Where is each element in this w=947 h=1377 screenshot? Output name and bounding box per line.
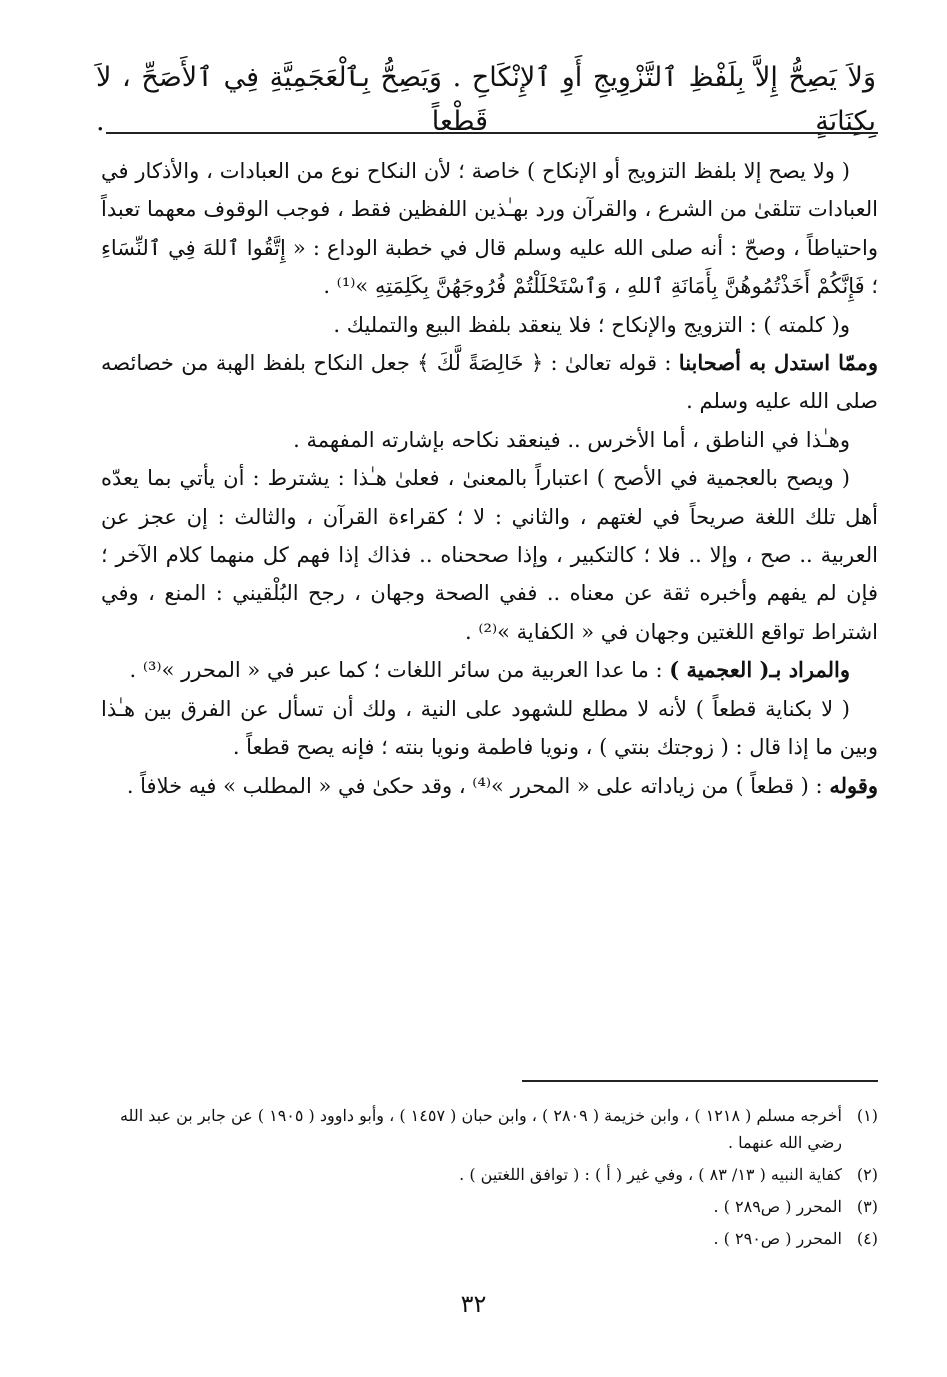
footnote-divider <box>522 1080 878 1082</box>
footnote-2 <box>104 1161 878 1188</box>
matn-text: وَلاَ يَصِحُّ إِلاَّ بِلَفْظِ ٱلتَّزْوِيجِ أَوِ ٱلإِنْكَاحِ . وَيَصِحُّ بِٱلْعَجَمِيَّةِ فِي ٱلأَصَحِّ ، لاَ بِكِنَايَةٍ قَطْعاً . <box>96 62 876 137</box>
commentary-paragraph-3 <box>101 344 878 421</box>
footnote-3-text: المحرر ( ص٢٨٩ ) . <box>713 1197 842 1216</box>
footnote-1-text: أخرجه مسلم ( ١٢١٨ ) ، وابن خزيمة ( ٢٨٠٩ ) ، وابن حبان ( ١٤٥٧ ) ، وأبو داوود ( ١٩٠٥ ) عن جابر بن عبد الله رضي الله عنهما . <box>119 1106 842 1152</box>
paragraph-6-lead: والمراد بـ( العجمية ) <box>669 657 850 683</box>
commentary-paragraph-7 <box>101 690 878 767</box>
paragraph-8-text: : ( قطعاً ) من زياداته على « المحرر »⁽⁴⁾ ، وقد حكىٰ في « المطلب » فيه خلافاً . <box>126 773 830 798</box>
paragraph-2-text: و( كلمته ) : التزويج والإنكاح ؛ فلا ينعقد بلفظ البيع والتمليك . <box>333 312 850 337</box>
footnote-1 <box>104 1102 878 1156</box>
footnote-2-number: (٢) <box>856 1165 878 1184</box>
page-number: ٣٢ <box>460 1290 487 1318</box>
footnote-4-number: (٤) <box>856 1229 878 1248</box>
footnote-4-text: المحرر ( ص٢٩٠ ) . <box>713 1229 842 1248</box>
paragraph-1-text: ( ولا يصح إلا بلفظ التزويج أو الإنكاح ) خاصة ؛ لأن النكاح نوع من العبادات ، والأذكار في العبادات تتلقىٰ من الشرع ، والقرآن ورد بهـٰذين اللفظين فقط ، فوجب الوقوف معهما تعبداً واحتياطاً ، وصحّ : أنه صلى الله عليه وسلم قال في خطبة الوداع : « إِتَّقُوا ٱللهَ فِي ٱلنِّسَاءِ ؛ فَإِنَّكُمْ أَخَذْتُمُوهُنَّ بِأَمَانَةِ ٱللهِ ، وَٱسْتَحْلَلْتُمْ فُرُوجَهُنَّ بِكَلِمَتِهِ »⁽¹⁾ . <box>101 159 878 299</box>
paragraph-3-text: : قوله تعالىٰ : ﴿ خَالِصَةً لَّكَ ﴾ جعل النكاح بلفظ الهبة من خصائصه صلى الله عليه وسلم . <box>101 351 878 414</box>
commentary-paragraph-6 <box>101 651 878 689</box>
paragraph-6-text: : ما عدا العربية من سائر اللغات ؛ كما عبر في « المحرر »⁽³⁾ . <box>129 658 670 683</box>
footnote-3-number: (٣) <box>856 1197 878 1216</box>
matn-divider <box>106 132 878 134</box>
footnote-2-text: كفاية النبيه ( ١٣/ ٨٣ ) ، وفي غير ( أ ) : ( توافق اللغتين ) . <box>459 1165 842 1184</box>
commentary-paragraph-2 <box>101 306 878 344</box>
commentary-paragraph-8 <box>101 767 878 805</box>
commentary-body <box>101 152 878 805</box>
footnote-1-number: (١) <box>856 1106 878 1125</box>
commentary-paragraph-4 <box>101 421 878 459</box>
commentary-paragraph-5 <box>101 459 878 651</box>
paragraph-4-text: وهـٰذا في الناطق ، أما الأخرس .. فينعقد نكاحه بإشارته المفهمة . <box>293 427 850 452</box>
footnotes <box>104 1102 878 1257</box>
paragraph-7-text: ( لا بكناية قطعاً ) لأنه لا مطلع للشهود على النية ، ولك أن تسأل عن الفرق بين هـٰذا وبين ما إذا قال : ( زوجتك بنتي ) ، ونويا فاطمة ونويا بنته ؛ فإنه يصح قطعاً . <box>101 696 878 760</box>
paragraph-3-lead: وممّا استدل به أصحابنا <box>678 350 878 376</box>
footnote-3 <box>104 1193 878 1220</box>
commentary-paragraph-1 <box>101 152 878 306</box>
footnote-4 <box>104 1225 878 1252</box>
paragraph-8-lead: وقوله <box>829 772 878 798</box>
paragraph-5-text: ( ويصح بالعجمية في الأصح ) اعتباراً بالمعنىٰ ، فعلىٰ هـٰذا : يشترط : أن يأتي بما يعدّه أهل تلك اللغة صريحاً في لغتهم ، والثاني : لا ؛ كقراءة القرآن ، والثالث : إن عجز عن العربية .. صح ، وإلا .. فلا ؛ كالتكبير ، وإذا صححناه .. فذاك إذا فهم كل منهما كلام الآخر ؛ فإن لم يفهم وأخبره ثقة عن معناه .. ففي الصحة وجهان ، رجح البُلْقيني : المنع ، وفي اشتراط تواقع اللغتين وجهان في « الكفاية »⁽²⁾ . <box>101 466 878 644</box>
